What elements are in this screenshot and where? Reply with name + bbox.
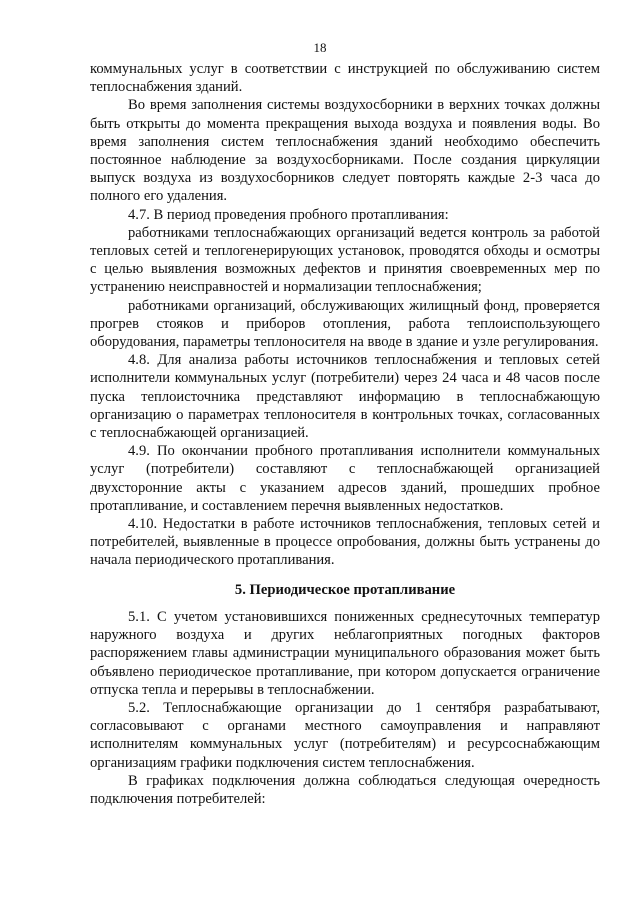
paragraph-4-7: 4.7. В период проведения пробного протапливания:	[128, 206, 449, 223]
paragraph-4-9: 4.9. По окончании пробного протапливания исполнители коммунальных услуг (потребители) составляют с теплоснабжающей организацией двухсторонние акты с указанием адресов зданий, прошедших пробное протапливание, и составлением перечня выявленных недостатков.	[90, 443, 600, 514]
paragraph-housing-workers: работниками организаций, обслуживающих жилищный фонд, проверяется прогрев стояков и приборов отопления, работа теплоиспользующего оборудования, параметры теплоносителя на вводе в здание и узле регулирования.	[90, 297, 600, 351]
paragraph-air-collectors: Во время заполнения системы воздухосборники в верхних точках должны быть открыты до момента прекращения выхода воздуха и появления воды. Во время заполнения систем теплоснабжения зданий необходимо обеспечить постоянное наблюдение за воздухосборниками. После создания циркуляции выпуск воздуха из воздухосборников следует повторять каждые 2-3 часа до полного его удаления.	[90, 97, 600, 205]
paragraph-heat-supply-workers: работниками теплоснабжающих организаций ведется контроль за работой тепловых сетей и теплогенерирующих установок, проводятся обходы и осмотры с целью выявления возможных дефектов и принятия своевременных мер по устранению неисправностей и нормализации теплоснабжения;	[90, 224, 600, 296]
paragraph-continuation: коммунальных услуг в соответствии с инструкцией по обслуживанию систем теплоснабжения зданий.	[90, 61, 600, 96]
paragraph-connection-order: В графиках подключения должна соблюдаться следующая очередность подключения потребителей:	[90, 772, 600, 807]
paragraph-5-2: 5.2. Теплоснабжающие организации до 1 сентября разрабатывают, согласовывают с органами местного самоуправления и направляют исполнителям коммунальных услуг (потребителям) и ресурсоснабжающим организациям графики подключения систем теплоснабжения.	[90, 699, 600, 771]
paragraph-5-1: 5.1. С учетом установившихся пониженных среднесуточных температур наружного воздуха и других неблагоприятных погодных факторов распоряжением главы администрации муниципального образования может быть объявлено периодическое протапливание, при котором допускается ограничение отпуска тепла и перерывы в теплоснабжении.	[90, 608, 600, 698]
document-body	[90, 60, 600, 808]
paragraph-4-8: 4.8. Для анализа работы источников теплоснабжения и тепловых сетей исполнители коммунальных услуг (потребители) через 24 часа и 48 часов после пуска теплоисточника представляют информацию в теплоснабжающую организацию о параметрах теплоносителя в контрольных точках, согласованных с теплоснабжающей организацией.	[90, 352, 600, 442]
section-heading: 5. Периодическое протапливание	[234, 581, 456, 598]
paragraph-4-10: 4.10. Недостатки в работе источников теплоснабжения, тепловых сетей и потребителей, выявленные в процессе опробования, должны быть устранены до начала периодического протапливания.	[90, 516, 600, 569]
page-number: 18	[313, 40, 327, 55]
